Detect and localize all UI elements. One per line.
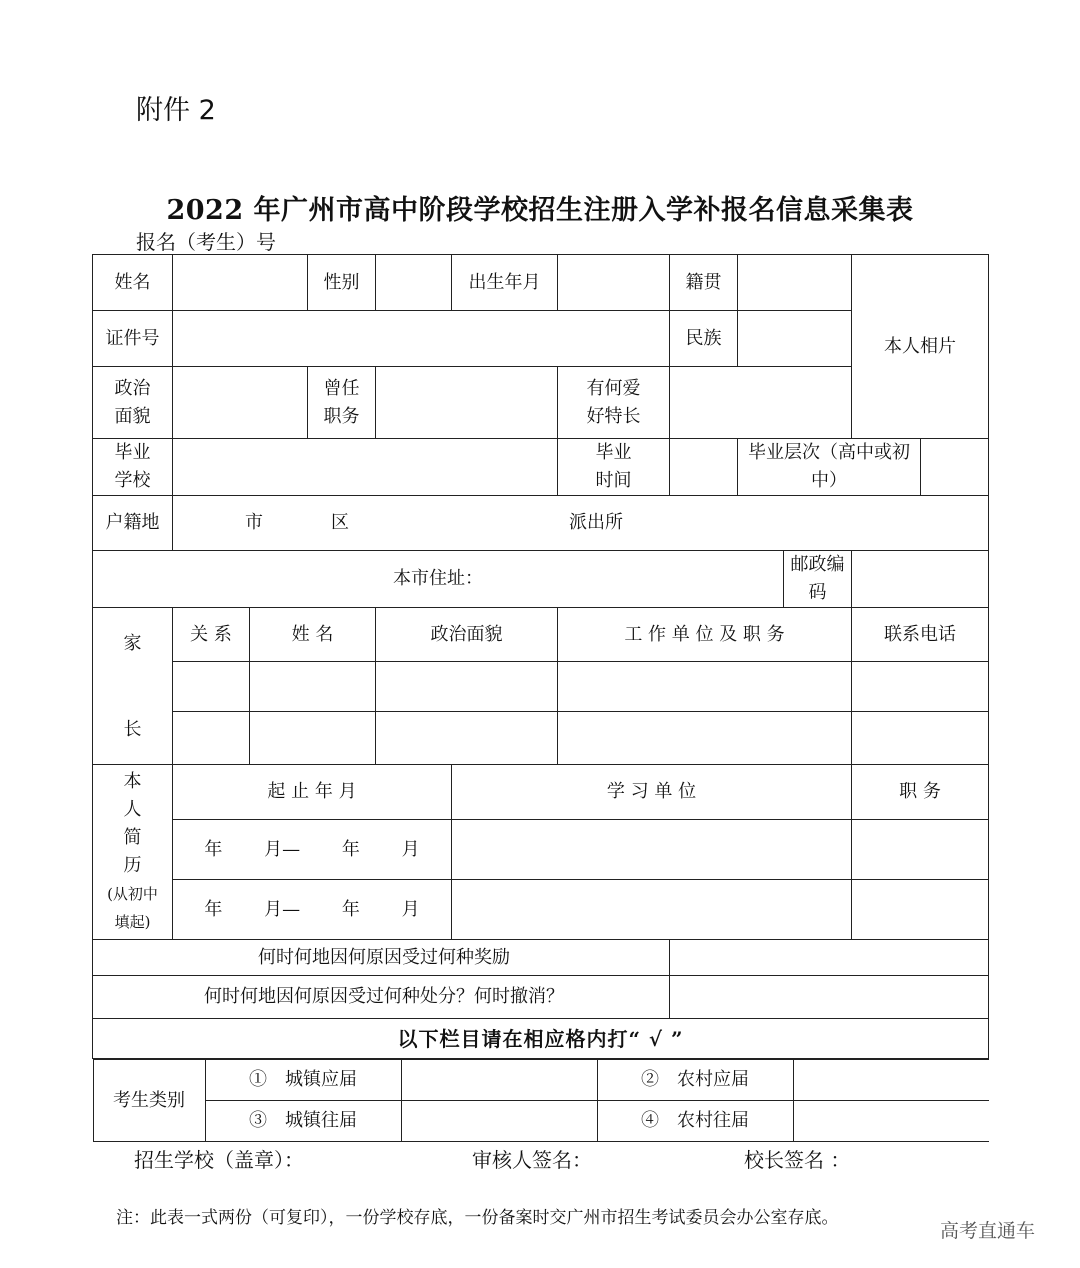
postcode-field[interactable] xyxy=(852,551,989,608)
form-title: 2022 年广州市高中阶段学校招生注册入学补报名信息采集表 xyxy=(166,195,914,226)
hobby-label: 有何爱 好特长 xyxy=(558,367,670,439)
graduation-school-label: 毕业 学校 xyxy=(93,439,173,496)
watermark: 高考直通车 xyxy=(940,1220,1036,1242)
family-header-name: 姓 名 xyxy=(250,608,376,662)
family-relation-cell[interactable] xyxy=(173,712,250,765)
category-option-rural-current: ② 农村应届 xyxy=(597,1060,793,1101)
registration-number-field[interactable] xyxy=(278,234,506,255)
birth-field[interactable] xyxy=(558,255,670,311)
name-label: 姓名 xyxy=(93,255,173,311)
household-district: 区 xyxy=(331,512,349,533)
family-header-work: 工 作 单 位 及 职 务 xyxy=(558,608,852,662)
resume-period-cell[interactable]: 年 月— 年 月 xyxy=(173,880,452,940)
punishments-field[interactable] xyxy=(670,976,989,1019)
resume-post-cell[interactable] xyxy=(852,880,989,940)
native-place-label: 籍贯 xyxy=(670,255,738,311)
former-post-field[interactable] xyxy=(376,367,558,439)
graduation-level-label: 毕业层次（高中或初中） xyxy=(738,439,921,496)
resume-post-cell[interactable] xyxy=(852,820,989,880)
hobby-field[interactable] xyxy=(670,367,852,439)
awards-label: 何时何地因何原因受过何种奖励 xyxy=(93,940,670,976)
category-check-urban-current[interactable] xyxy=(401,1060,597,1101)
address-field[interactable]: 本市住址： xyxy=(93,551,784,608)
graduation-time-field[interactable] xyxy=(670,439,738,496)
resume-label: 本 人 简 历 (从初中 填起) xyxy=(93,765,173,940)
category-option-urban-past: ③ 城镇往届 xyxy=(205,1101,401,1142)
ethnicity-label: 民族 xyxy=(670,311,738,367)
resume-unit-cell[interactable] xyxy=(452,820,852,880)
attachment-label: 附件 2 xyxy=(136,95,216,126)
punishments-label: 何时何地因何原因受过何种处分？何时撤消？ xyxy=(93,976,670,1019)
registration-number xyxy=(136,226,506,255)
principal-signature-label: 校长签名 ： xyxy=(744,1148,851,1172)
gender-label: 性别 xyxy=(308,255,376,311)
family-phone-cell[interactable] xyxy=(852,712,989,765)
family-label: 家 长 xyxy=(93,608,173,765)
family-political-cell[interactable] xyxy=(376,712,558,765)
household-city: 市 xyxy=(245,512,263,533)
category-check-rural-current[interactable] xyxy=(793,1060,989,1101)
former-post-label: 曾任 职务 xyxy=(308,367,376,439)
category-label: 考生类别 xyxy=(93,1060,205,1142)
graduation-level-field[interactable] xyxy=(921,439,989,496)
family-relation-cell[interactable] xyxy=(173,662,250,712)
family-header-relation: 关 系 xyxy=(173,608,250,662)
category-option-rural-past: ④ 农村往届 xyxy=(597,1101,793,1142)
family-name-cell[interactable] xyxy=(250,712,376,765)
family-phone-cell[interactable] xyxy=(852,662,989,712)
graduation-time-label: 毕业 时间 xyxy=(558,439,670,496)
graduation-school-field[interactable] xyxy=(173,439,558,496)
resume-header-unit: 学 习 单 位 xyxy=(452,765,852,820)
household-field[interactable] xyxy=(173,496,989,551)
check-instruction: 以下栏目请在相应格内打“ √ ” xyxy=(93,1019,989,1059)
household-police-station: 派出所 xyxy=(569,512,623,533)
category-check-rural-past[interactable] xyxy=(793,1101,989,1142)
ethnicity-field[interactable] xyxy=(738,311,852,367)
resume-header-post: 职 务 xyxy=(852,765,989,820)
family-header-phone: 联系电话 xyxy=(852,608,989,662)
native-place-field[interactable] xyxy=(738,255,852,311)
resume-header-period: 起 止 年 月 xyxy=(173,765,452,820)
name-field[interactable] xyxy=(173,255,308,311)
household-label: 户籍地 xyxy=(93,496,173,551)
family-name-cell[interactable] xyxy=(250,662,376,712)
political-status-label: 政治 面貌 xyxy=(93,367,173,439)
resume-period-cell[interactable]: 年 月— 年 月 xyxy=(173,820,452,880)
resume-note: (从初中 xyxy=(107,885,158,903)
postcode-label: 邮政编码 xyxy=(784,551,852,608)
family-political-cell[interactable] xyxy=(376,662,558,712)
birth-label: 出生年月 xyxy=(452,255,558,311)
category-table xyxy=(93,1059,989,1142)
family-work-cell[interactable] xyxy=(558,712,852,765)
school-stamp-label: 招生学校（盖章）： xyxy=(134,1148,304,1172)
category-check-urban-past[interactable] xyxy=(401,1101,597,1142)
gender-field[interactable] xyxy=(376,255,452,311)
id-number-label: 证件号 xyxy=(93,311,173,367)
footer-note: 注：此表一式两份（可复印），一份学校存底，一份备案时交广州市招生考试委员会办公室存底。 xyxy=(116,1208,839,1228)
political-status-field[interactable] xyxy=(173,367,308,439)
family-header-political: 政治面貌 xyxy=(376,608,558,662)
resume-unit-cell[interactable] xyxy=(452,880,852,940)
category-option-urban-current: ① 城镇应届 xyxy=(205,1060,401,1101)
family-work-cell[interactable] xyxy=(558,662,852,712)
id-number-field[interactable] xyxy=(173,311,670,367)
photo-box[interactable]: 本人相片 xyxy=(852,255,989,439)
reviewer-signature-label: 审核人签名： xyxy=(472,1148,592,1172)
information-form xyxy=(92,254,989,1142)
registration-number-label: 报名（考生）号 xyxy=(136,230,276,254)
awards-field[interactable] xyxy=(670,940,989,976)
